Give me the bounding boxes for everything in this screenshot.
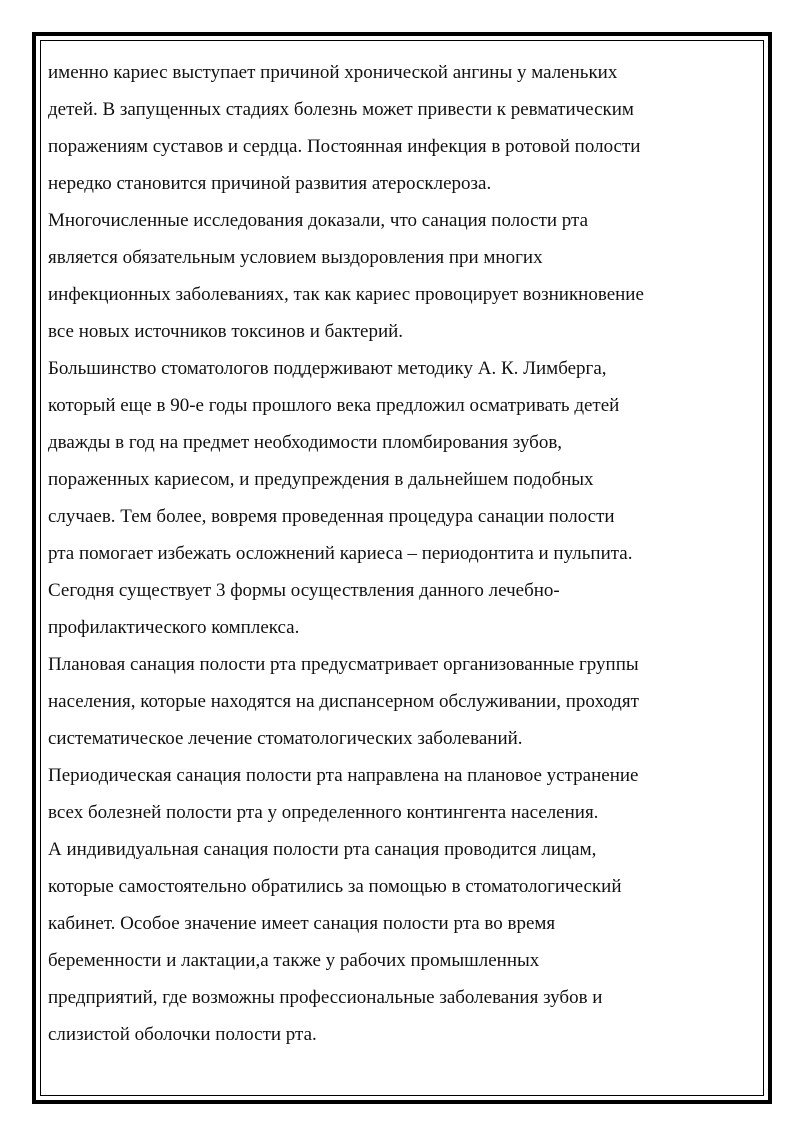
text-line: является обязательным условием выздоровления при многих	[48, 247, 543, 268]
text-line: А индивидуальная санация полости рта санация проводится лицам,	[48, 839, 597, 860]
text-line: которые самостоятельно обратились за помощью в стоматологический	[48, 876, 622, 897]
text-line: все новых источников токсинов и бактерий.	[48, 321, 404, 342]
text-line: Периодическая санация полости рта направлена на плановое устранение	[48, 765, 639, 786]
text-line: поражениям суставов и сердца. Постоянная инфекция в ротовой полости	[48, 136, 641, 157]
text-line: дважды в год на предмет необходимости пломбирования зубов,	[48, 432, 563, 453]
text-line: который еще в 90-е годы прошлого века предложил осматривать детей	[48, 395, 620, 416]
text-line: инфекционных заболеваниях, так как кариес провоцирует возникновение	[48, 284, 644, 305]
text-line: профилактического комплекса.	[48, 617, 300, 638]
text-line: слизистой оболочки полости рта.	[48, 1024, 317, 1045]
text-line: систематическое лечение стоматологических заболеваний.	[48, 728, 523, 749]
text-line: населения, которые находятся на диспансерном обслуживании, проходят	[48, 691, 639, 712]
text-line: Многочисленные исследования доказали, что санация полости рта	[48, 210, 589, 231]
text-line: именно кариес выступает причиной хронической ангины у маленьких	[48, 62, 618, 83]
text-line: нередко становится причиной развития атеросклероза.	[48, 173, 492, 194]
document-body-text	[48, 54, 768, 1053]
text-line: Сегодня существует 3 формы осуществления данного лечебно-	[48, 580, 560, 601]
text-line: Плановая санация полости рта предусматривает организованные группы	[48, 654, 639, 675]
text-line: предприятий, где возможны профессиональные заболевания зубов и	[48, 987, 603, 1008]
text-line: детей. В запущенных стадиях болезнь может привести к ревматическим	[48, 99, 634, 120]
text-line: пораженных кариесом, и предупреждения в дальнейшем подобных	[48, 469, 594, 490]
text-line: беременности и лактации,а также у рабочих промышленных	[48, 950, 540, 971]
text-line: рта помогает избежать осложнений кариеса – периодонтита и пульпита.	[48, 543, 633, 564]
text-line: случаев. Тем более, вовремя проведенная процедура санации полости	[48, 506, 615, 527]
text-line: Большинство стоматологов поддерживают методику А. К. Лимберга,	[48, 358, 607, 379]
text-line: всех болезней полости рта у определенного контингента населения.	[48, 802, 599, 823]
text-line: кабинет. Особое значение имеет санация полости рта во время	[48, 913, 556, 934]
